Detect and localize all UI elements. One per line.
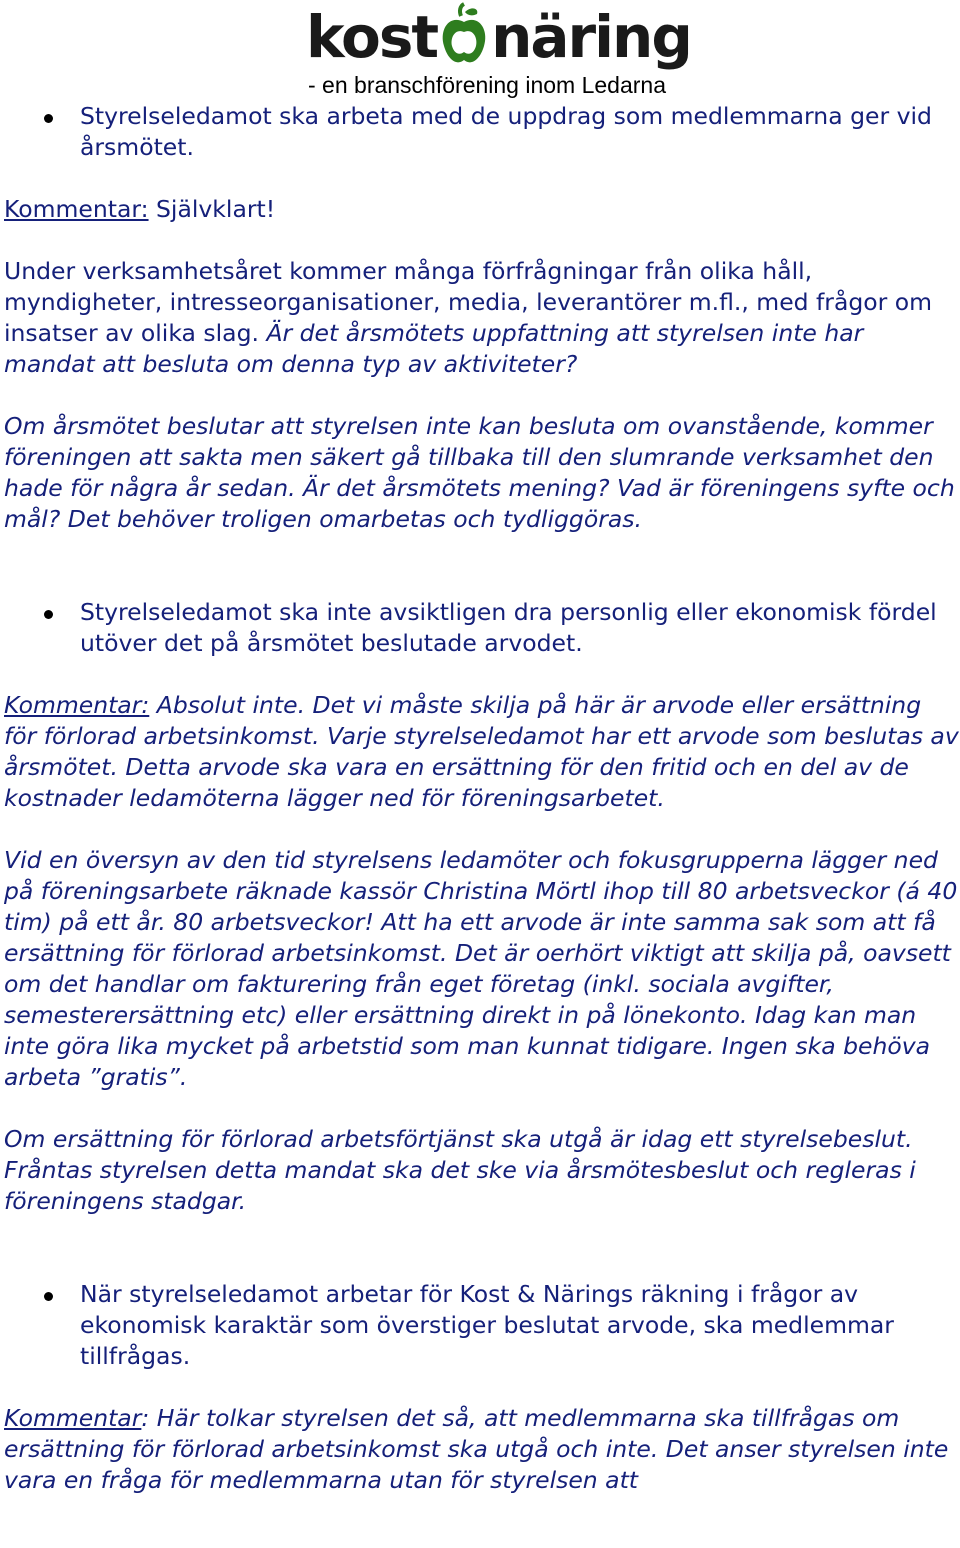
comment-label: Kommentar: — [4, 691, 150, 719]
comment-paragraph — [4, 194, 960, 225]
comment-paragraph — [4, 690, 960, 814]
bullet-item-personlig-fordel — [4, 597, 960, 659]
paragraph-question: Är det årsmötets uppfattning att styrelsen inte har mandat att besluta om denna typ av aktiviteter? — [4, 319, 864, 378]
bullet-item-arbeta-med-uppdrag — [4, 101, 960, 163]
paragraph-text: Under verksamhetsåret kommer många förfrågningar från olika håll, myndigheter, intresseorganisationer, media, leverantörer m.fl., med frågor om insatser av olika slag. — [4, 257, 933, 347]
bullet-text: Styrelseledamot ska inte avsiktligen dra personlig eller ekonomisk fördel utöver det på årsmötet beslutade arvodet. — [80, 598, 937, 657]
comment-label: Kommentar — [4, 1404, 142, 1432]
comment-text: : Här tolkar styrelsen det så, att medlemmarna ska tillfrågas om ersättning för förlorad arbetsinkomst ska utgå och inte. Det anser styrelsen inte vara en fråga för medlemmarna utan för styrelsen att — [4, 1404, 949, 1494]
body-paragraph — [4, 256, 960, 380]
bullet-text: När styrelseledamot arbetar för Kost & Närings räkning i frågor av ekonomisk karaktär som överstiger beslutat arvode, ska medlemmar tillfrågas. — [80, 1280, 894, 1370]
apple-logo-icon — [439, 2, 489, 72]
body-paragraph: Om årsmötet beslutar att styrelsen inte kan besluta om ovanstående, kommer föreningen att sakta men säkert gå tillbaka till den slumrande verksamhet den hade för några år sedan. Är det årsmötets mening? Vad är föreningens syfte och mål? Det behöver troligen omarbetas och tydliggöras. — [4, 412, 955, 533]
page-header — [306, 0, 726, 100]
comment-paragraph — [4, 1403, 960, 1496]
logo-word-left: kost — [306, 3, 438, 71]
logo-tagline: - en branschförening inom Ledarna — [308, 72, 667, 98]
comment-text: Absolut inte. Det vi måste skilja på här är arvode eller ersättning för förlorad arbetsinkomst. Varje styrelseledamot har ett arvode som beslutas av årsmötet. Detta arvode ska vara en ersättning för den fritid och en del av de kostnader ledamöterna lägger ned för föreningsarbetet. — [4, 691, 959, 812]
bullet-icon — [44, 1292, 53, 1301]
document-body — [4, 101, 960, 1496]
logo-word-right: näring — [491, 3, 691, 71]
kost-naring-logo — [306, 2, 691, 72]
comment-text: Självklart! — [148, 195, 276, 223]
bullet-item-ekonomisk-karaktar — [4, 1279, 960, 1372]
bullet-icon — [44, 114, 53, 123]
bullet-icon — [44, 610, 53, 619]
body-paragraph: Vid en översyn av den tid styrelsens ledamöter och fokusgrupperna lägger ned på föreningsarbete räknade kassör Christina Mörtl ihop till 80 arbetsveckor (á 40 tim) på ett år. 80 arbetsveckor! Att ha ett arvode är inte samma sak som att få ersättning för förlorad arbetsinkomst. Det är oerhört viktigt att skilja på, oavsett om det handlar om fakturering från eget företag (inkl. sociala avgifter, semesterersättning etc) eller ersättning direkt in på lönekonto. Idag kan man inte göra lika mycket på arbetstid som man kunnat tidigare. Ingen ska behöva arbeta ”gratis”. — [4, 846, 958, 1091]
body-paragraph: Om ersättning för förlorad arbetsförtjänst ska utgå är idag ett styrelsebeslut. Fråntas styrelsen detta mandat ska det ske via årsmötesbeslut och regleras i föreningens stadgar. — [4, 1125, 916, 1215]
comment-label: Kommentar: — [4, 195, 149, 223]
bullet-text: Styrelseledamot ska arbeta med de uppdrag som medlemmarna ger vid årsmötet. — [80, 102, 932, 161]
